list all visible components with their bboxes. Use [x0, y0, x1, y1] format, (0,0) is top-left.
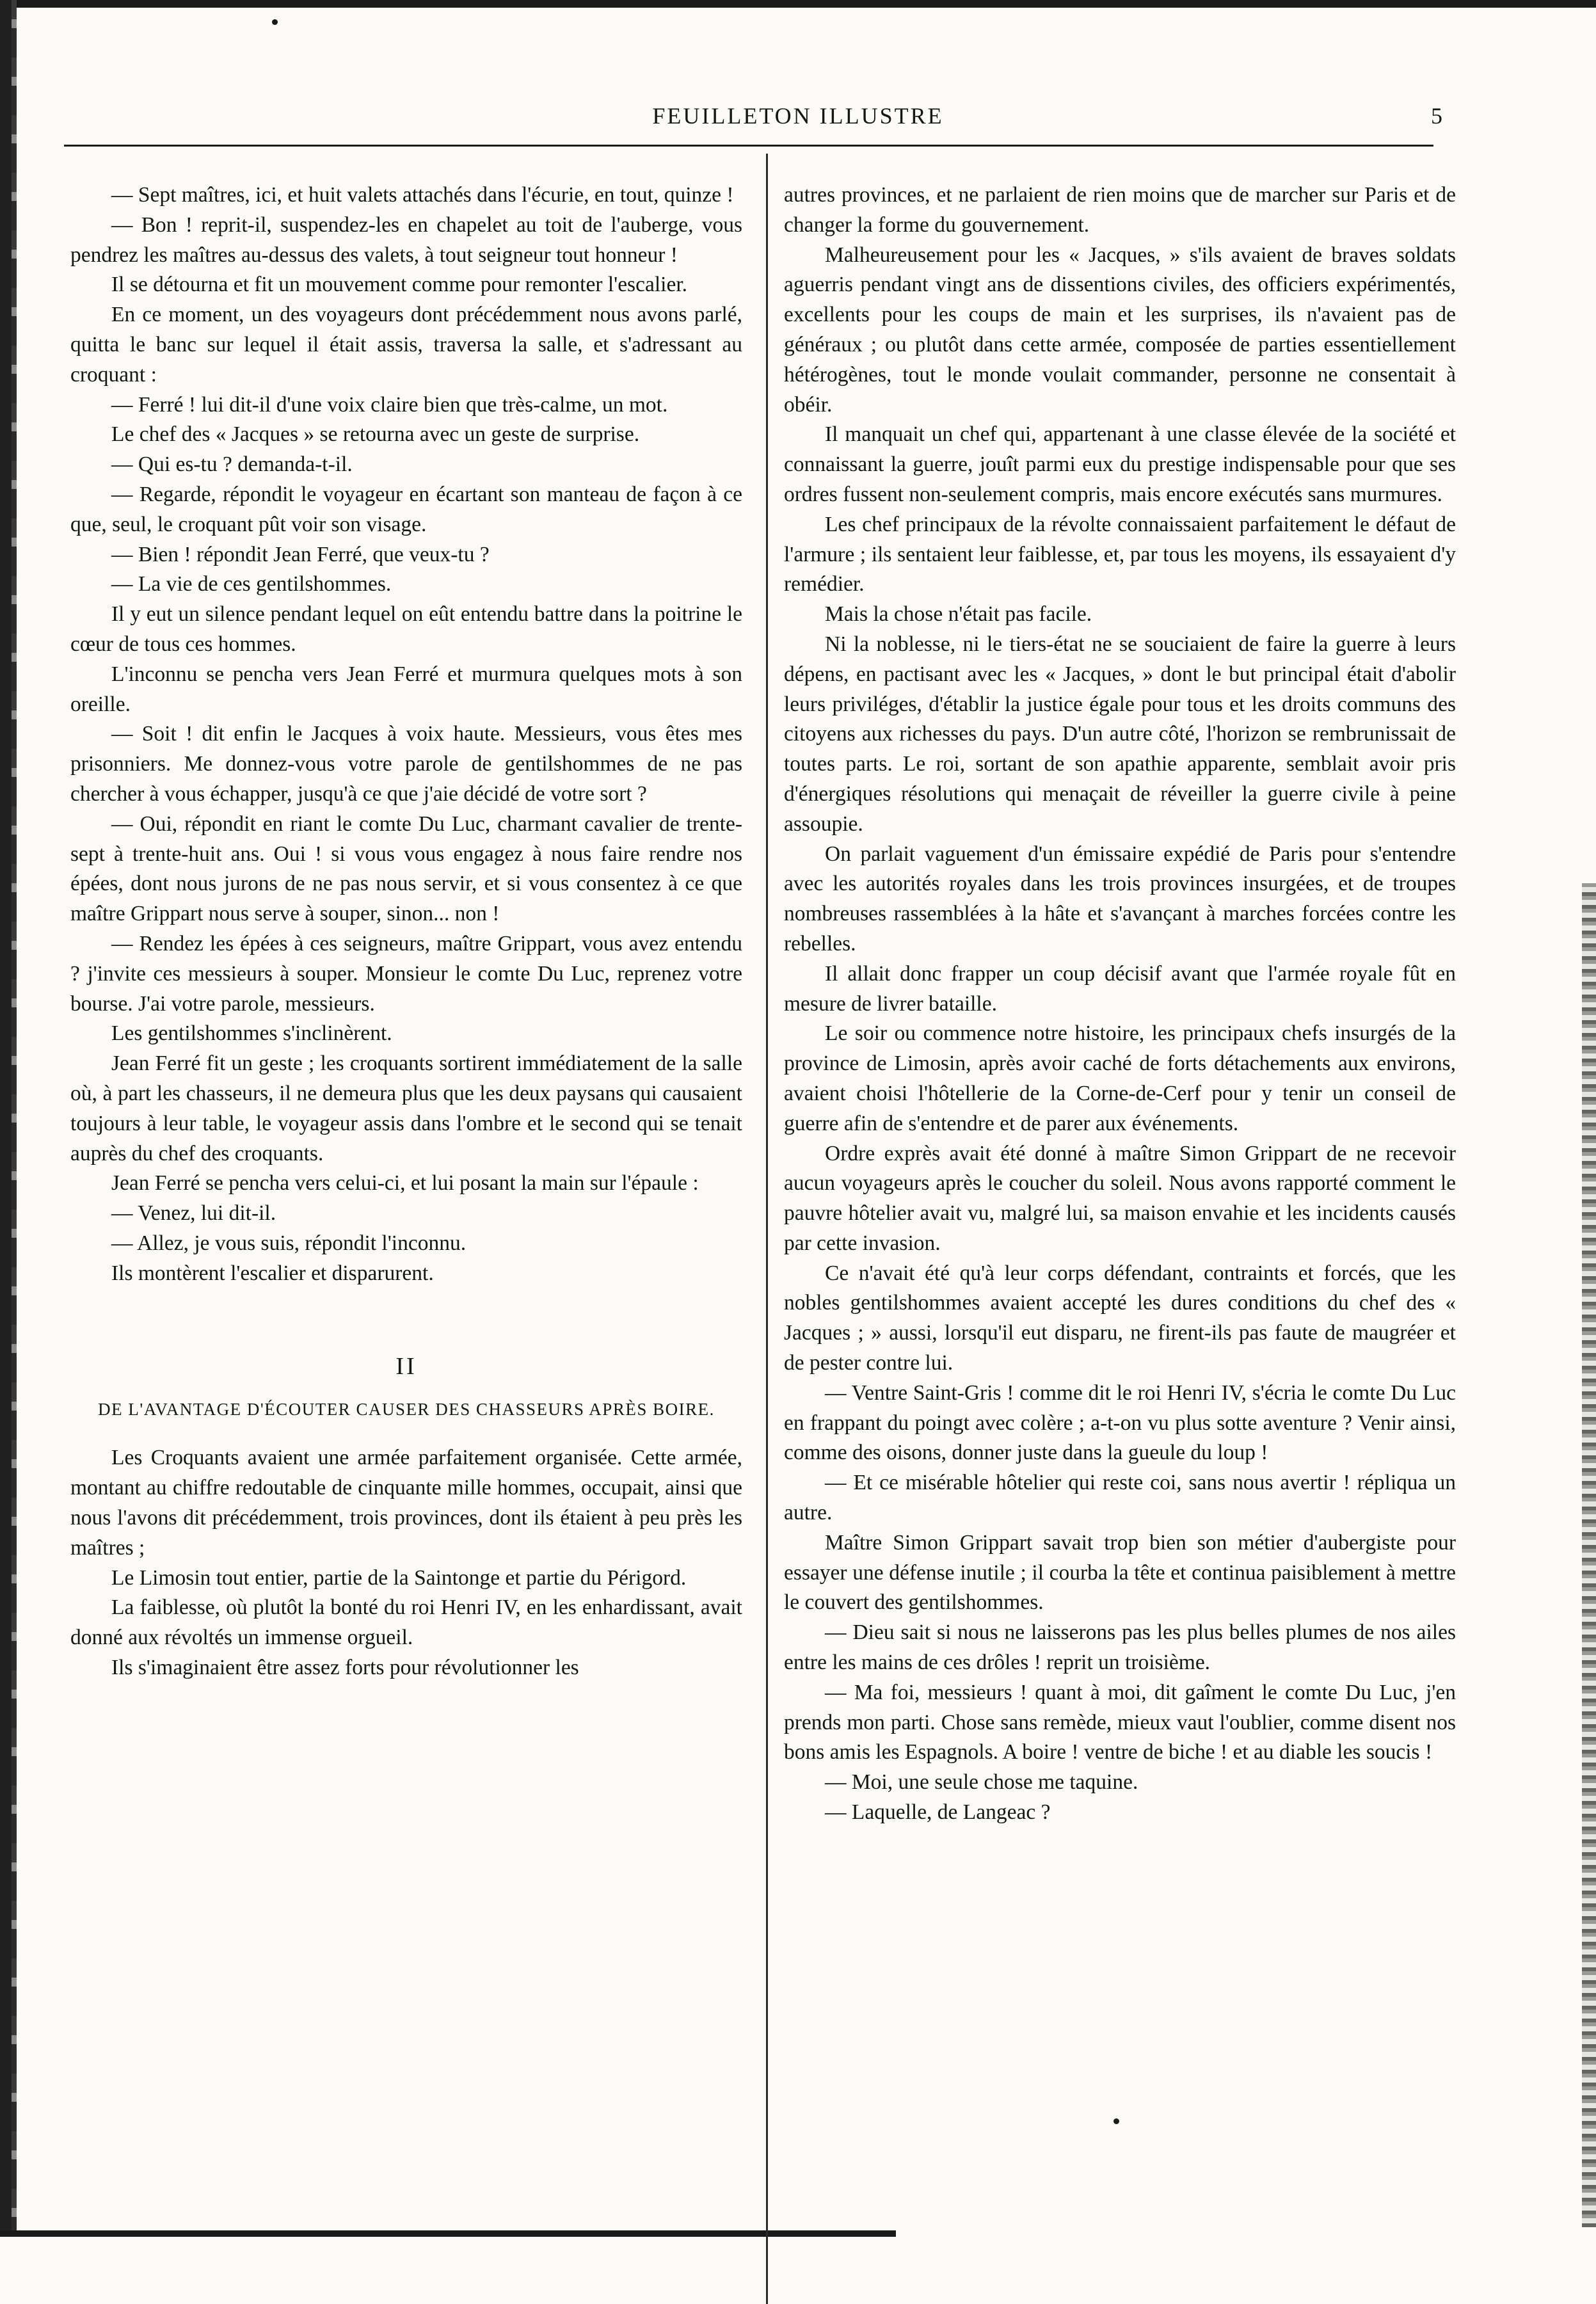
paragraph: Ils montèrent l'escalier et disparurent.: [111, 1261, 434, 1285]
scan-left-border: [0, 0, 12, 2237]
paragraph: Les Croquants avaient une armée parfaitement organisée. Cette armée, montant au chiffre redoutable de cinquante mille hommes, occupait, ainsi que nous l'avons dit précédemment, trois provinces, dont ils étaient à peu près les maîtres ;: [70, 1446, 742, 1560]
paragraph: — Ferré ! lui dit-il d'une voix claire bien que très-calme, un mot.: [111, 392, 668, 417]
paragraph: — Dieu sait si nous ne laisserons pas les plus belles plumes de nos ailes entre les mains de ces drôles ! reprit un troisième.: [784, 1620, 1456, 1675]
chapter-heading: [70, 1350, 742, 1424]
chapter-number: II: [395, 1353, 417, 1380]
paragraph: — Bon ! reprit-il, suspendez-les en chapelet au toit de l'auberge, vous pendrez les maîtres au-dessus des valets, à tout seigneur tout honneur !: [70, 212, 742, 267]
page-number: 5: [1431, 103, 1442, 129]
scan-binding-shadow: [12, 0, 17, 2237]
header-rule: [64, 145, 1433, 147]
paragraph: On parlait vaguement d'un émissaire expédié de Paris pour s'entendre avec les autorités royales dans les trois provinces insurgées, et de troupes nombreuses rassemblées à la hâte et s'avançant à marches forcées contre les rebelles.: [784, 842, 1456, 956]
paragraph: — Oui, répondit en riant le comte Du Luc, charmant cavalier de trente-sept à trente-huit ans. Oui ! si vous vous engagez à nous faire rendre nos épées, dont nous jurons de ne pas nous servir, et si vous consentez à ce que maître Grippart nous serve à souper, sinon... non !: [70, 812, 742, 926]
paragraph: Ordre exprès avait été donné à maître Simon Grippart de ne recevoir aucun voyageurs après le coucher du soleil. Nous avons rapporté comment le pauvre hôtelier avait vu, malgré lui, sa maison envahie et les incidents causés par cette invasion.: [784, 1141, 1456, 1255]
paragraph: Jean Ferré fit un geste ; les croquants sortirent immédiatement de la salle où, à part les chasseurs, il ne demeura plus que les deux paysans qui causaient toujours à leur table, le voyageur assis dans l'ombre et le second qui se tenait auprès du chef des croquants.: [70, 1052, 742, 1165]
scan-top-border: [0, 0, 1596, 8]
paragraph: Il allait donc frapper un coup décisif avant que l'armée royale fût en mesure de livrer bataille.: [784, 961, 1456, 1016]
ink-speck: [272, 19, 278, 25]
paragraph: Les chef principaux de la révolte connaissaient parfaitement le défaut de l'armure ; ils sentaient leur faiblesse, et, par tous les moyens, ils essayaient d'y remédier.: [784, 512, 1456, 596]
column-divider: [766, 154, 768, 2304]
paragraph: Malheureusement pour les « Jacques, » s'ils avaient de braves soldats aguerris pendant vingt ans de dissentions civiles, des officiers expérimentés, excellents pour les coups de main et les surprises, ils n'avaient pas de généraux ; ou plutôt dans cette armée, composée de parties essentiellement hétérogènes, tout le monde voulait commander, personne ne consentait à obéir.: [784, 243, 1456, 417]
paragraph: Il manquait un chef qui, appartenant à une classe élevée de la société et connaissant la guerre, jouît parmi eux du prestige indispensable pour que ses ordres fussent non-seulement compris, mais encore exécutés sans murmures.: [784, 422, 1456, 506]
paragraph: Le soir ou commence notre histoire, les principaux chefs insurgés de la province de Limosin, après avoir caché de forts détachements aux environs, avaient choisi l'hôtellerie de la Corne-de-Cerf pour y tenir un conseil de guerre afin de s'entendre et de parer aux événements.: [784, 1021, 1456, 1135]
left-column-text-bottom: [70, 1443, 742, 1683]
paragraph: Ni la noblesse, ni le tiers-état ne se souciaient de faire la guerre à leurs dépens, en pactisant avec les « Jacques, » dont le but principal était d'abolir leurs priviléges, d'établir la justice égale pour tous et les droits communs des citoyens aux richesses du pays. D'un autre côté, l'horizon se rembrunissait de toutes parts. Le roi, sortant de son apathie apparente, semblait avoir pris d'énergiques résolutions qui menaçait de réveiller la guerre civile à peine assoupie.: [784, 632, 1456, 836]
paragraph: — Ventre Saint-Gris ! comme dit le roi Henri IV, s'écria le comte Du Luc en frappant du poingt avec colère ; a-t-on vu plus sotte aventure ? Venir ainsi, comme des oisons, donner juste dans la gueule du loup !: [784, 1380, 1456, 1465]
left-column-text-top: [70, 180, 742, 1288]
paragraph: Mais la chose n'était pas facile.: [825, 602, 1092, 627]
paragraph: — Regarde, répondit le voyageur en écartant son manteau de façon à ce que, seul, le croquant pût voir son visage.: [70, 482, 742, 536]
paragraph: — Ma foi, messieurs ! quant à moi, dit gaîment le comte Du Luc, j'en prends mon parti. Chose sans remède, mieux vaut l'oublier, comme disent nos bons amis les Espagnols. A boire ! ventre de biche ! et au diable les soucis !: [784, 1680, 1456, 1764]
paragraph: — Venez, lui dit-il.: [111, 1201, 276, 1226]
paragraph: — Soit ! dit enfin le Jacques à voix haute. Messieurs, vous êtes mes prisonniers. Me donnez-vous votre parole de gentilshommes de ne pas chercher à vous échapper, jusqu'à ce que j'aie décidé de votre sort ?: [70, 722, 742, 806]
paragraph: Il se détourna et fit un mouvement comme pour remonter l'escalier.: [111, 273, 688, 297]
left-column: [70, 180, 742, 1683]
paragraph: — Moi, une seule chose me taquine.: [825, 1770, 1138, 1795]
paragraph: Ils s'imaginaient être assez forts pour révolutionner les: [111, 1656, 579, 1680]
paragraph: — Allez, je vous suis, répondit l'inconnu.: [111, 1231, 467, 1255]
paragraph: — Rendez les épées à ces seigneurs, maître Grippart, vous avez entendu ? j'invite ces messieurs à souper. Monsieur le comte Du Luc, reprenez votre bourse. J'ai votre parole, messieurs.: [70, 931, 742, 1016]
chapter-title: DE L'AVANTAGE D'ÉCOUTER CAUSER DES CHASSEURS APRÈS BOIRE.: [98, 1400, 715, 1420]
paragraph: — Bien ! répondit Jean Ferré, que veux-tu ?: [111, 542, 490, 566]
paragraph: En ce moment, un des voyageurs dont précédemment nous avons parlé, quitta le banc sur lequel il était assis, traversa la salle, et s'adressant au croquant :: [70, 303, 742, 387]
running-header-title: FEUILLETON ILLUSTRE: [652, 103, 944, 129]
ink-speck: [1113, 2118, 1119, 2124]
scan-right-border: [1582, 883, 1596, 2227]
paragraph: — Laquelle, de Langeac ?: [825, 1800, 1051, 1825]
continued-paragraph: autres provinces, et ne parlaient de rien moins que de marcher sur Paris et de changer la forme du gouvernement.: [784, 183, 1456, 237]
paragraph: — Qui es-tu ? demanda-t-il.: [111, 452, 353, 477]
paragraph: — La vie de ces gentilshommes.: [111, 572, 392, 596]
paragraph: Les gentilshommes s'inclinèrent.: [111, 1021, 392, 1046]
paragraph: Le Limosin tout entier, partie de la Saintonge et partie du Périgord.: [111, 1565, 687, 1590]
right-column-text: [784, 241, 1456, 1828]
paragraph: Maître Simon Grippart savait trop bien son métier d'aubergiste pour essayer une défense inutile ; il courba la tête et continua paisiblement à mettre le couvert des gentilshommes.: [784, 1530, 1456, 1615]
paragraph: — Et ce misérable hôtelier qui reste coi, sans nous avertir ! répliqua un autre.: [784, 1471, 1456, 1525]
paragraph: Il y eut un silence pendant lequel on eût entendu battre dans la poitrine le cœur de tous ces hommes.: [70, 602, 742, 656]
paragraph: L'inconnu se pencha vers Jean Ferré et murmura quelques mots à son oreille.: [70, 662, 742, 716]
scan-bottom-border: [0, 2230, 896, 2237]
right-column: [784, 180, 1456, 1828]
paragraph: La faiblesse, où plutôt la bonté du roi Henri IV, en les enhardissant, avait donné aux révoltés un immense orgueil.: [70, 1596, 742, 1650]
paragraph: Le chef des « Jacques » se retourna avec un geste de surprise.: [111, 422, 640, 447]
paragraph: Ce n'avait été qu'à leur corps défendant, contraints et forcés, que les nobles gentilshommes avaient accepté les dures conditions du chef des « Jacques ; » aussi, lorsqu'il eut disparu, ne firent-ils pas faute de maugréer et de pester contre lui.: [784, 1261, 1456, 1375]
paragraph: — Sept maîtres, ici, et huit valets attachés dans l'écurie, en tout, quinze !: [111, 183, 734, 207]
paragraph: Jean Ferré se pencha vers celui-ci, et lui posant la main sur l'épaule :: [111, 1171, 699, 1196]
